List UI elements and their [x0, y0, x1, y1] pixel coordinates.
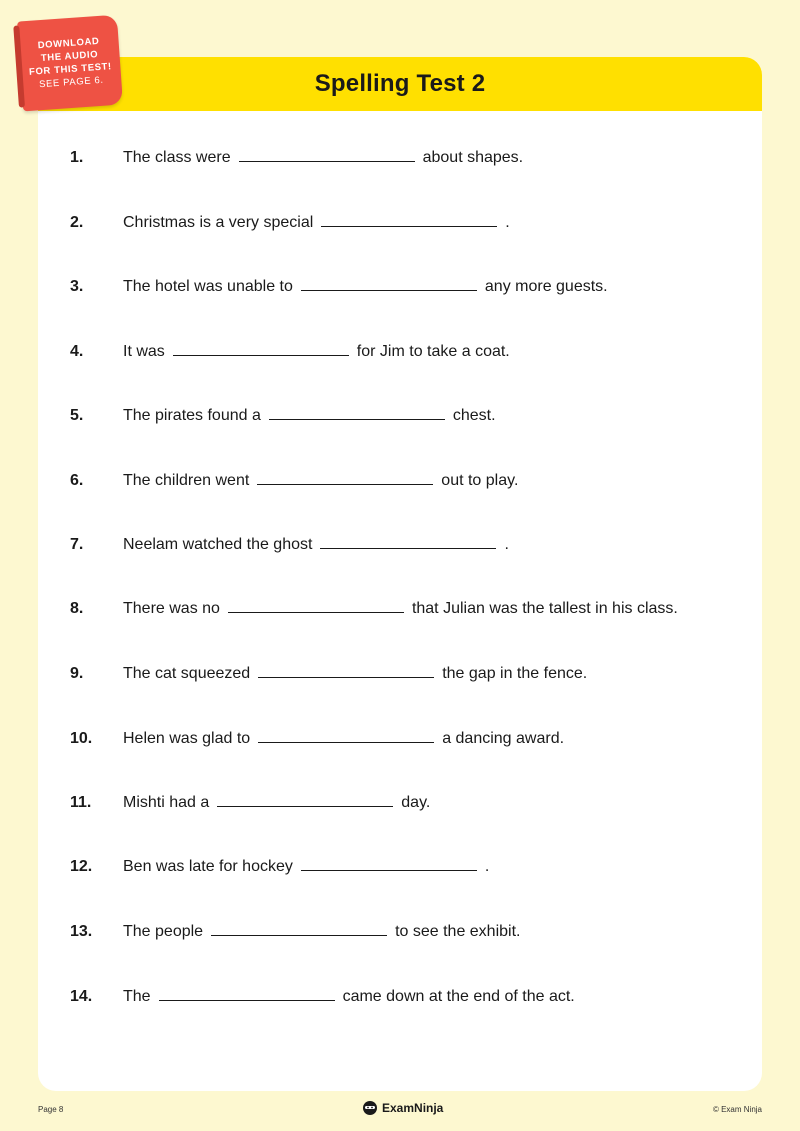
answer-blank[interactable] [239, 147, 415, 162]
question-text-before: The class were [123, 149, 231, 166]
question-number: 14. [70, 988, 93, 1005]
question-item [70, 212, 510, 232]
answer-blank[interactable] [301, 856, 477, 871]
question-text-after: . [504, 536, 509, 553]
download-audio-tag[interactable] [17, 15, 123, 112]
question-text-after: came down at the end of the act. [342, 988, 575, 1005]
question-text-after: for Jim to take a coat. [356, 343, 510, 360]
answer-blank[interactable] [258, 663, 434, 678]
question-item [70, 663, 587, 683]
answer-blank[interactable] [269, 405, 445, 420]
question-text-before: The cat squeezed [123, 665, 251, 682]
answer-blank[interactable] [217, 792, 393, 807]
answer-blank[interactable] [228, 598, 404, 613]
question-number: 12. [70, 858, 93, 875]
question-text-before: It was [123, 343, 165, 360]
question-text-before: The [123, 988, 151, 1005]
question-text-before: The pirates found a [123, 407, 261, 424]
brand-name: ExamNinja [382, 1101, 444, 1115]
test-card [38, 57, 762, 1091]
question-number: 1. [70, 149, 84, 166]
header-bar [38, 57, 762, 111]
answer-blank[interactable] [211, 921, 387, 936]
answer-blank[interactable] [301, 276, 477, 291]
question-number: 5. [70, 407, 84, 424]
question-item [70, 276, 608, 296]
question-text-before: Helen was glad to [123, 730, 251, 747]
question-item [70, 728, 564, 748]
question-text-after: that Julian was the tallest in his class. [411, 600, 678, 617]
question-number: 13. [70, 923, 93, 940]
question-text-after: any more guests. [484, 278, 608, 295]
question-text-after: . [484, 858, 490, 875]
question-number: 9. [70, 665, 84, 682]
copyright: © Exam Ninja [712, 1105, 762, 1114]
tag-line-3: FOR THIS TEST! [28, 61, 113, 78]
question-item [70, 792, 430, 812]
ninja-icon [362, 1100, 378, 1116]
question-text-before: There was no [123, 600, 220, 617]
answer-blank[interactable] [159, 986, 335, 1001]
question-text-after: . [505, 214, 510, 231]
question-number: 6. [70, 472, 84, 489]
tag-line-2: THE AUDIO [40, 49, 99, 65]
answer-blank[interactable] [321, 212, 497, 227]
answer-blank[interactable] [173, 341, 349, 356]
question-number: 8. [70, 600, 84, 617]
question-item [70, 921, 520, 941]
question-item [70, 534, 509, 554]
answer-blank[interactable] [257, 470, 433, 485]
tag-line-4: SEE PAGE 6. [38, 74, 104, 91]
question-text-after: day. [401, 794, 431, 811]
question-text-after: out to play. [441, 472, 519, 489]
question-text-after: to see the exhibit. [395, 923, 521, 940]
answer-blank[interactable] [320, 534, 496, 549]
question-item [70, 856, 489, 876]
brand-logo [362, 1100, 443, 1116]
question-item [70, 341, 510, 361]
question-text-before: The children went [123, 472, 250, 489]
question-text-after: the gap in the fence. [442, 665, 588, 682]
question-text-before: Christmas is a very special [123, 214, 314, 231]
question-text-before: Neelam watched the ghost [123, 536, 313, 553]
question-number: 2. [70, 214, 84, 231]
question-number: 7. [70, 536, 84, 553]
question-item [70, 598, 678, 618]
question-item [70, 147, 523, 167]
question-number: 10. [70, 730, 93, 747]
question-text-after: a dancing award. [442, 730, 565, 747]
question-text-before: The people [123, 923, 204, 940]
tag-line-1: DOWNLOAD [37, 35, 100, 52]
question-text-after: about shapes. [422, 149, 524, 166]
page-number: Page 8 [38, 1105, 64, 1114]
question-number: 4. [70, 343, 84, 360]
question-item [70, 986, 575, 1006]
question-number: 3. [70, 278, 84, 295]
question-text-after: chest. [452, 407, 496, 424]
answer-blank[interactable] [258, 728, 434, 743]
question-text-before: The hotel was unable to [123, 278, 293, 295]
question-item [70, 470, 518, 490]
question-number: 11. [70, 794, 92, 811]
question-text-before: Ben was late for hockey [123, 858, 293, 875]
question-text-before: Mishti had a [123, 794, 210, 811]
question-item [70, 405, 496, 425]
page-title: Spelling Test 2 [314, 70, 486, 97]
